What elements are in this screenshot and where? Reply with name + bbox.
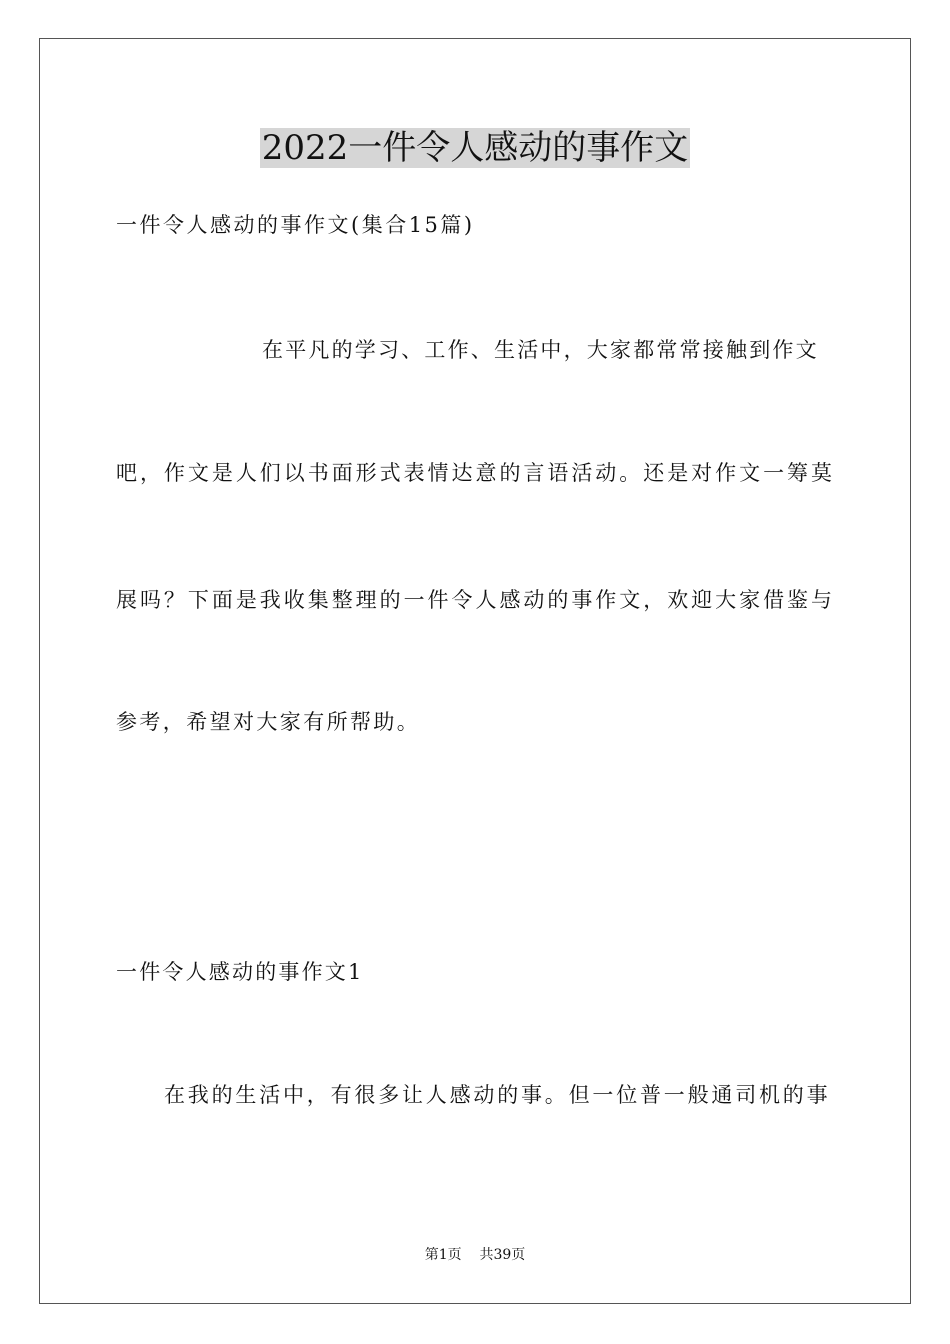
section-heading: 一件令人感动的事作文1 (116, 960, 364, 984)
intro-paragraph-line-2: 吧，作文是人们以书面形式表情达意的言语活动。还是对作文一筹莫 (116, 461, 832, 485)
document-subtitle: 一件令人感动的事作文(集合15篇) (116, 213, 475, 237)
intro-paragraph-line-4: 参考，希望对大家有所帮助。 (116, 710, 421, 734)
section-paragraph-line-1: 在我的生活中，有很多让人感动的事。但一位普一般通司机的事 (164, 1083, 831, 1107)
document-title (0, 126, 950, 170)
page-footer: 第1页 共39页 (424, 1247, 526, 1263)
intro-paragraph-line-1: 在平凡的学习、工作、生活中，大家都常常接触到作文 (262, 338, 819, 362)
document-title-text: 2022一件令人感动的事作文 (261, 128, 689, 168)
intro-paragraph-line-3: 展吗？下面是我收集整理的一件令人感动的事作文，欢迎大家借鉴与 (116, 588, 832, 612)
